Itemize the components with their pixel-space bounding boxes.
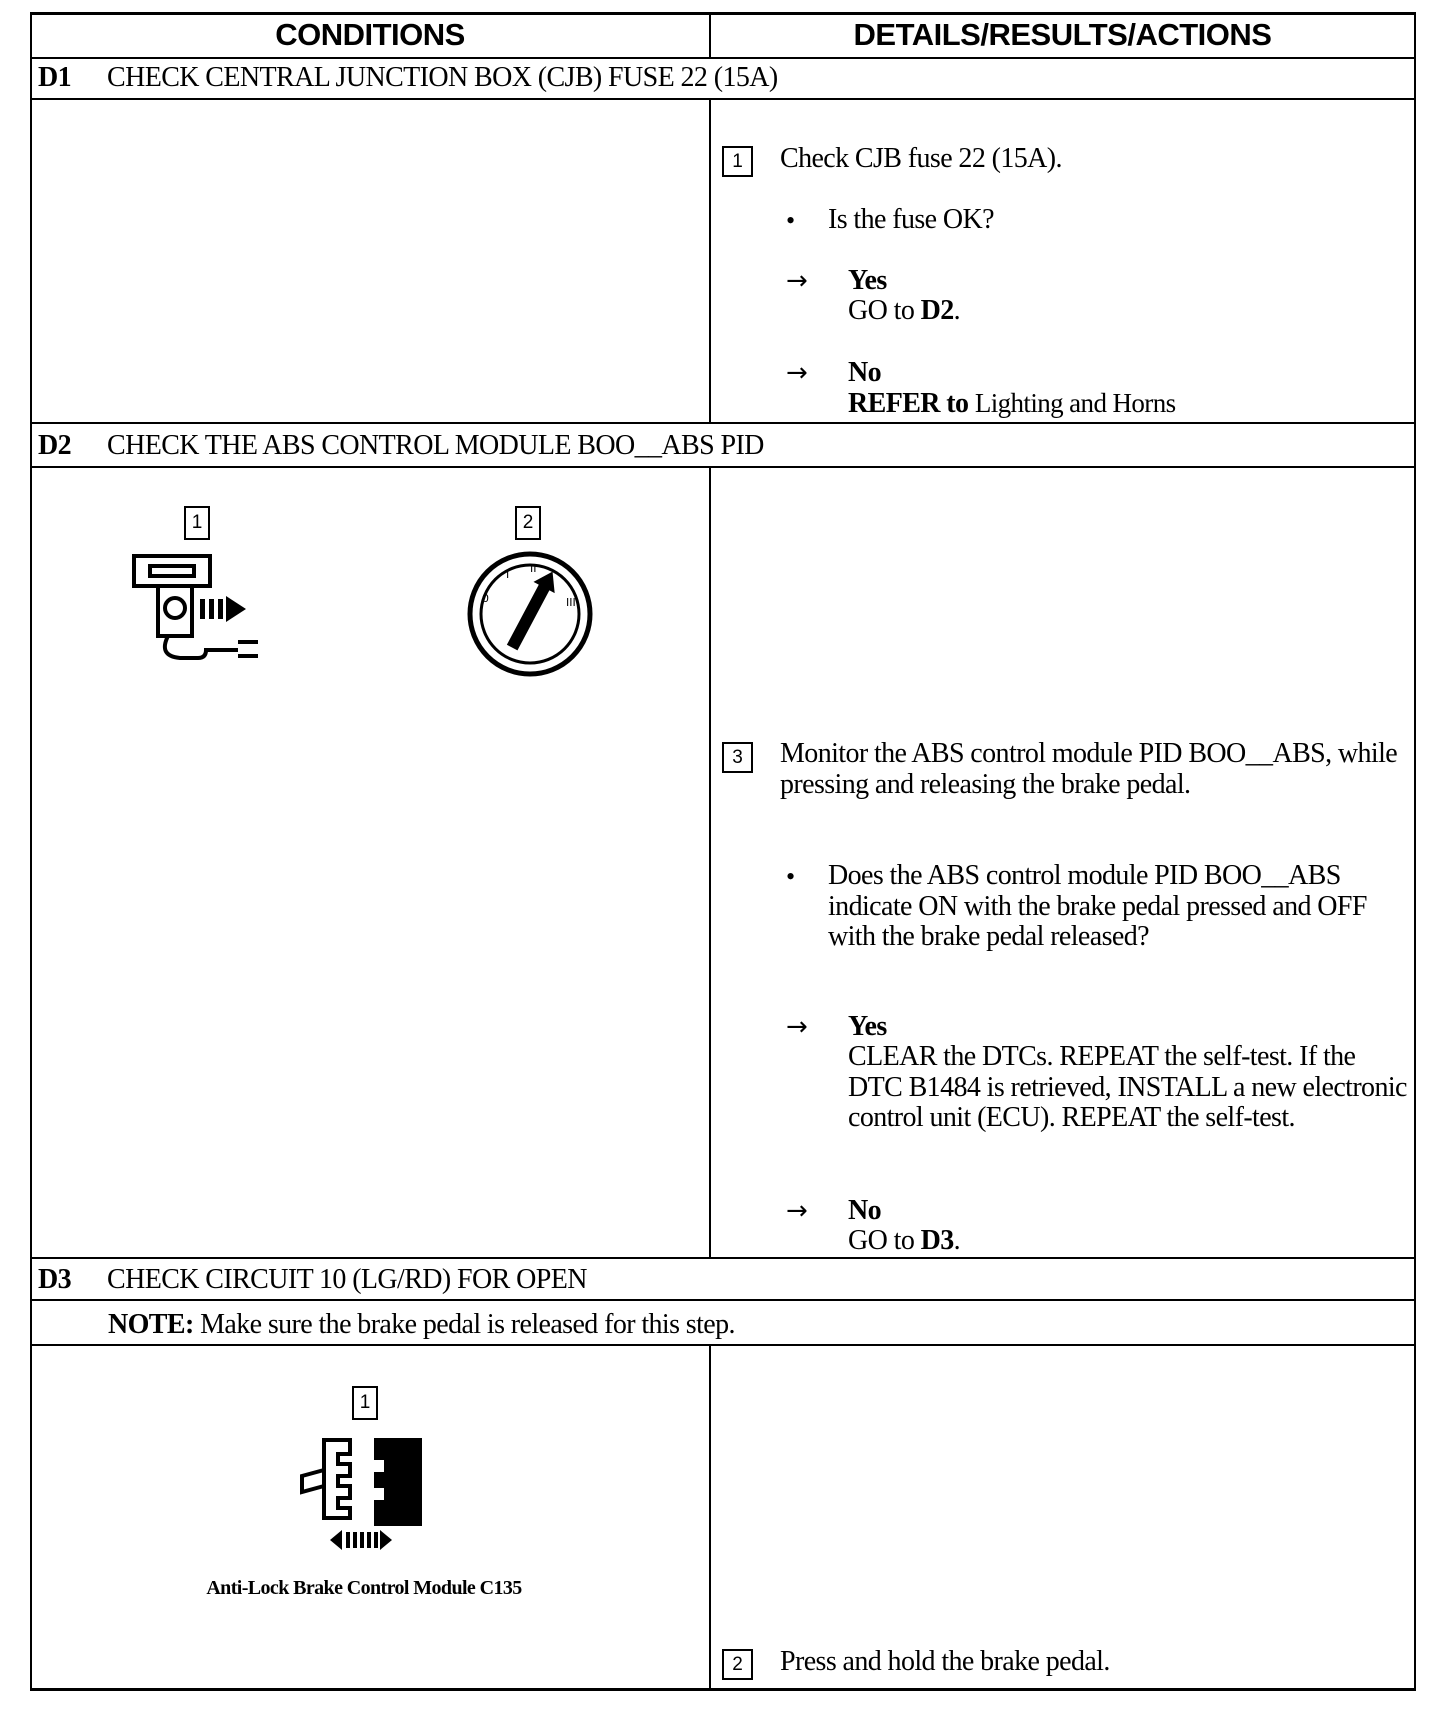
arrow-right-icon: → bbox=[786, 358, 808, 388]
d3-note: NOTE: Make sure the brake pedal is released for this step. bbox=[108, 1309, 735, 1340]
d1-yes-action: GO to D2. bbox=[848, 295, 961, 326]
d2-question: Does the ABS control module PID BOO__ABS indicate ON with the brake pedal pressed and OFF with the brake pedal released? bbox=[828, 860, 1367, 952]
d1-step-text: Check CJB fuse 22 (15A). bbox=[780, 143, 1062, 174]
d1-step-number: 1 bbox=[722, 146, 753, 177]
d2-yes-action: CLEAR the DTCs. REPEAT the self-test. If the DTC B1484 is retrieved, INSTALL a new electronic control unit (ECU). REPEAT the self-test. bbox=[848, 1041, 1407, 1133]
d1-title: CHECK CENTRAL JUNCTION BOX (CJB) FUSE 22 (15A) bbox=[107, 62, 778, 93]
d2-title: CHECK THE ABS CONTROL MODULE BOO__ABS PID bbox=[107, 430, 764, 461]
connector-icon bbox=[294, 1430, 434, 1565]
bullet-icon: • bbox=[786, 862, 796, 891]
svg-text:0: 0 bbox=[482, 592, 489, 605]
arrow-right-icon: → bbox=[786, 1196, 808, 1226]
d3-step-number: 2 bbox=[722, 1649, 753, 1680]
d1-no-label: No bbox=[848, 357, 882, 388]
bullet-icon: • bbox=[786, 206, 796, 235]
d3-step-text: Press and hold the brake pedal. bbox=[780, 1646, 1110, 1677]
svg-text:II: II bbox=[530, 562, 537, 575]
details-header: DETAILS/RESULTS/ACTIONS bbox=[853, 17, 1272, 52]
arrow-right-icon: → bbox=[786, 266, 808, 296]
d1-step-id: D1 bbox=[38, 62, 72, 93]
d1-yes-label: Yes bbox=[848, 265, 887, 296]
ignition-switch-icon bbox=[466, 550, 594, 683]
svg-text:III: III bbox=[566, 596, 576, 609]
arrow-right-icon: → bbox=[786, 1012, 808, 1042]
d3-figure1-number: 1 bbox=[352, 1386, 378, 1420]
d2-step-number: 3 bbox=[722, 742, 753, 773]
d3-figure-caption: Anti-Lock Brake Control Module C135 bbox=[206, 1577, 522, 1599]
d1-no-action: REFER to Lighting and Horns bbox=[848, 388, 1176, 419]
d2-figure2-number: 2 bbox=[515, 506, 541, 540]
d2-step-text: Monitor the ABS control module PID BOO__ABS, while pressing and releasing the brake pedal. bbox=[780, 738, 1398, 800]
d2-figure1-number: 1 bbox=[184, 506, 210, 540]
d2-yes-label: Yes bbox=[848, 1011, 887, 1042]
d1-question: Is the fuse OK? bbox=[828, 204, 994, 235]
svg-text:I: I bbox=[506, 568, 510, 581]
scan-tool-icon bbox=[128, 552, 288, 681]
d2-no-action: GO to D3. bbox=[848, 1225, 961, 1256]
d2-no-label: No bbox=[848, 1195, 882, 1226]
d3-step-id: D3 bbox=[38, 1264, 72, 1295]
d3-title: CHECK CIRCUIT 10 (LG/RD) FOR OPEN bbox=[107, 1264, 587, 1295]
conditions-header: CONDITIONS bbox=[275, 17, 465, 52]
d2-step-id: D2 bbox=[38, 430, 72, 461]
